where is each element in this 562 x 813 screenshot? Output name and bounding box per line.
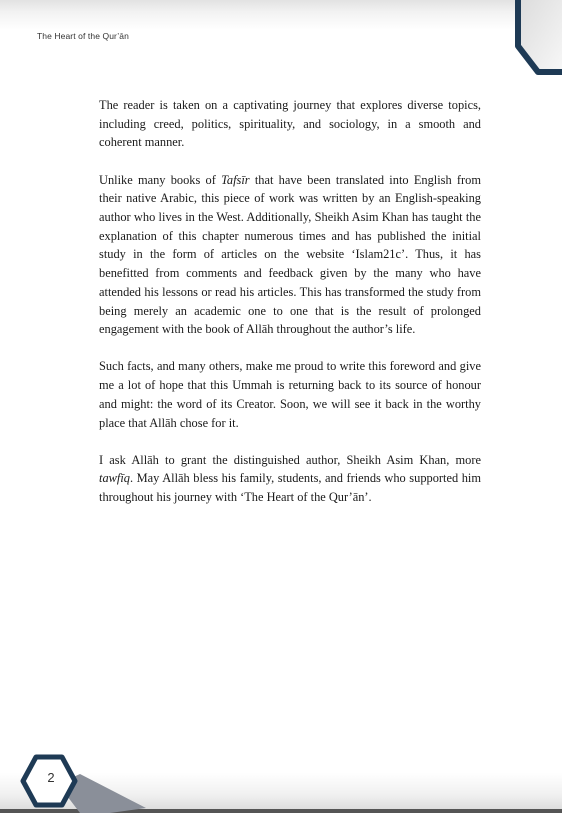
foreword-text [99,96,481,525]
running-header: The Heart of the Qur’ān [37,31,129,41]
paragraph-4: I ask Allāh to grant the distinguished author, Sheikh Asim Khan, more tawfīq. May Allāh bless his family, students, and friends who supported him throughout his journey with ‘The Heart of the Qur’ān’. [99,452,481,505]
header-band [0,0,562,30]
tafsir-term: Tafsīr [221,172,250,187]
paragraph-1: The reader is taken on a captivating journey that explores diverse topics, including creed, politics, spirituality, and sociology, in a smooth and coherent manner. [99,98,481,150]
tawfiq-term: tawfīq [99,471,130,486]
paragraph-2: Unlike many books of Tafsīr that have been translated into English from their native Arabic, this piece of work was written by an English-speaking author who lives in the West. Additionally, Sheikh Asim Khan has taught the explanation of this chapter numerous times and has published the initial study in the form of articles on the website ‘Islam21c’. Thus, it has benefitted from comments and feedback given by the many who have attended his lessons or read his articles. This has transformed the study from being merely an academic one to one that is the result of prolonged engagement with the book of Allāh throughout the author’s life. [99,172,481,337]
page-number: 2 [47,770,55,785]
hexagon-corner-decoration [512,0,562,78]
paragraph-3: Such facts, and many others, make me proud to write this foreword and give me a lot of hope that this Ummah is returning back to its source of honour and might: the word of its Creator. Soon, we will see it back in the worthy place that Allāh chose for it. [99,359,481,430]
